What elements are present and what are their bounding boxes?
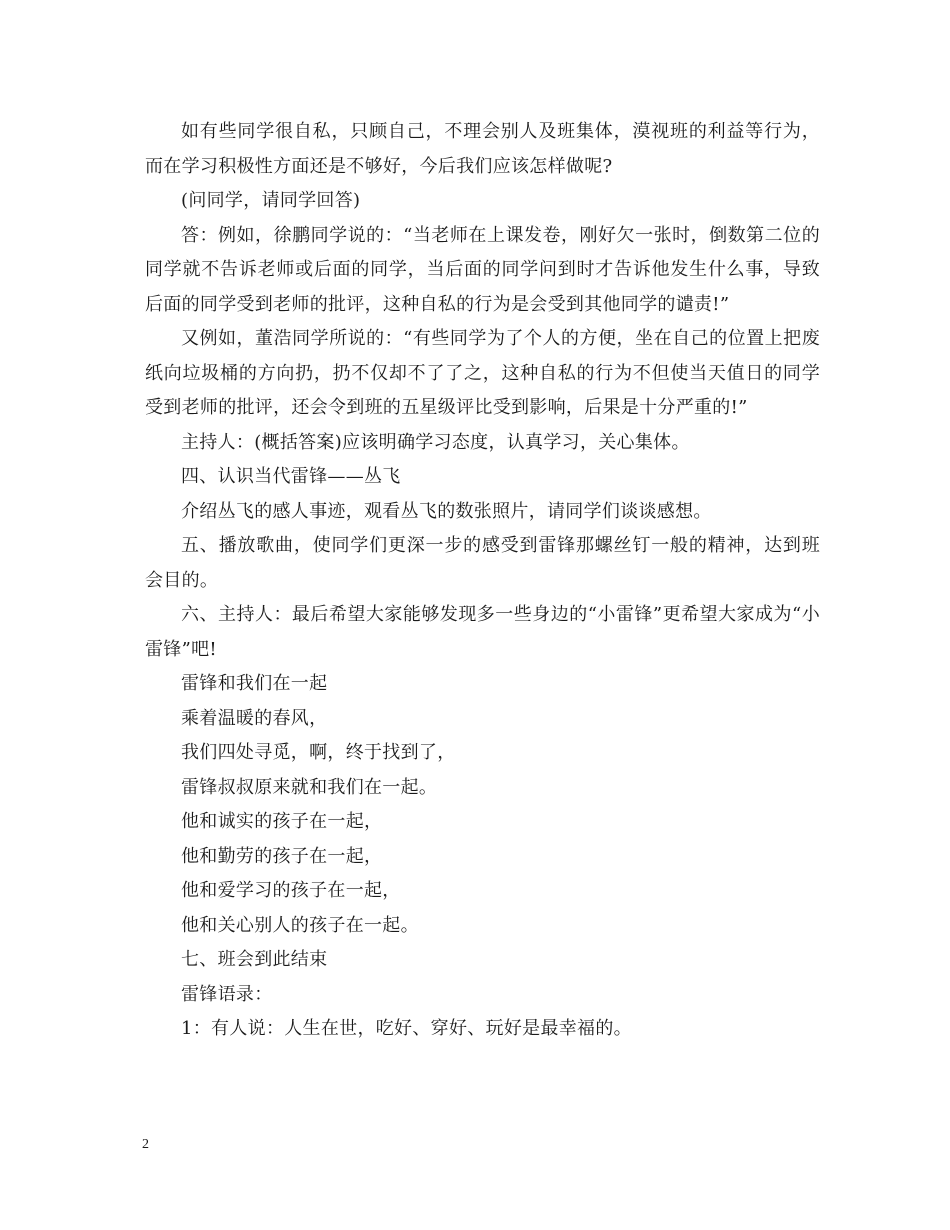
paragraph-5: 主持人：(概括答案)应该明确学习态度，认真学习，关心集体。 bbox=[181, 431, 690, 453]
poem-line: 我们四处寻觅，啊，终于找到了， bbox=[181, 742, 456, 763]
page-number: 2 bbox=[142, 1137, 149, 1152]
paragraph-2: (问同学，请同学回答) bbox=[181, 190, 361, 211]
poem-line: 他和爱学习的孩子在一起， bbox=[181, 880, 401, 901]
section-heading-7: 七、班会到此结束 bbox=[181, 949, 328, 970]
quote-item: 1：有人说：人生在世，吃好、穿好、玩好是最幸福的。 bbox=[181, 1018, 632, 1039]
poem-line: 雷锋叔叔原来就和我们在一起。 bbox=[181, 776, 438, 798]
poem-line: 乘着温暖的春风， bbox=[181, 707, 328, 729]
poem-line: 他和诚实的孩子在一起， bbox=[181, 811, 383, 832]
document-body bbox=[145, 115, 820, 1047]
paragraph-4: 又例如，董浩同学所说的：“有些同学为了个人的方便，坐在自己的位置上把废纸向垃圾桶的方向扔，扔不仅却不了了之，这种自私的行为不但使当天值日的同学受到老师的批评，还会令到班的五星级评比受到影响，后果是十分严重的!” bbox=[145, 328, 820, 418]
paragraph-3: 答：例如，徐鹏同学说的：“当老师在上课发卷，刚好欠一张时，倒数第二位的同学就不告诉老师或后面的同学，当后面的同学问到时才告诉他发生什么事，导致后面的同学受到老师的批评，这种自私的行为是会受到其他同学的谴责!” bbox=[145, 224, 820, 315]
section-heading-4: 四、认识当代雷锋——丛飞 bbox=[181, 466, 401, 487]
poem-title: 雷锋和我们在一起 bbox=[181, 673, 328, 694]
poem-line: 他和勤劳的孩子在一起， bbox=[181, 845, 383, 867]
paragraph-7: 介绍丛飞的感人事迹，观看丛飞的数张照片，请同学们谈谈感想。 bbox=[181, 500, 712, 522]
quotes-heading: 雷锋语录： bbox=[181, 983, 273, 1005]
poem-line: 他和关心别人的孩子在一起。 bbox=[181, 914, 419, 936]
paragraph-1: 如有些同学很自私，只顾自己，不理会别人及班集体，漠视班的利益等行为，而在学习积极性方面还是不够好，今后我们应该怎样做呢? bbox=[145, 121, 820, 177]
section-heading-5: 五、播放歌曲，使同学们更深一步的感受到雷锋那螺丝钉一般的精神，达到班会目的。 bbox=[145, 535, 820, 591]
section-heading-6: 六、主持人：最后希望大家能够发现多一些身边的“小雷锋”更希望大家成为“小雷锋”吧! bbox=[145, 604, 820, 660]
